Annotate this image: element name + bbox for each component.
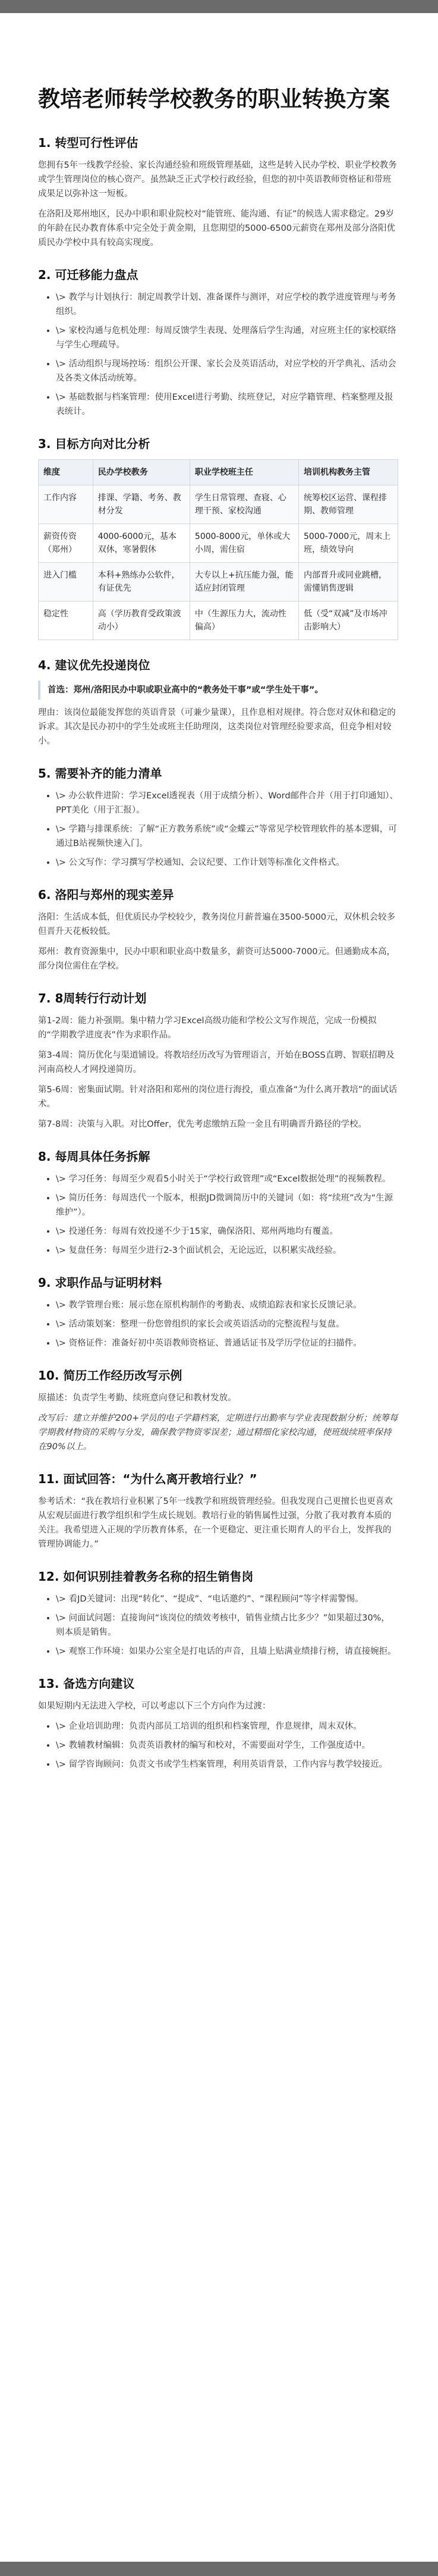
table-cell: 高（学历教育受政策波动小） <box>93 601 190 640</box>
table-row <box>39 524 398 563</box>
list-item: • \> 学习任务：每周至少观看5小时关于“学校行政管理”或“Excel数据处理”的视频教程。 <box>56 1172 398 1186</box>
section-heading: 12. 如何识别挂着教务名称的招生销售岗 <box>38 1569 254 1584</box>
list-item: • \> 看JD关键词：出现“转化”、“提成”、“电话邀约”、“课程顾问”等字样需警惕。 <box>56 1592 398 1606</box>
table-header-cell: 民办学校教务 <box>93 460 190 485</box>
list-item: • \> 办公软件进阶：学习Excel透视表（用于成绩分析）、Word邮件合并（用于打印通知）、PPT美化（用于汇报）。 <box>56 789 398 817</box>
table-cell: 本科+熟练办公软件，有证优先 <box>93 563 190 601</box>
table-cell: 5000-8000元，单休或大小周，需住宿 <box>190 524 298 563</box>
table-header-row <box>39 460 398 485</box>
list-item: • \> 企业培训助理：负责内部员工培训的组织和档案管理，作息规律，周末双休。 <box>56 1719 398 1734</box>
list-item: • \> 投递任务：每周有效投递不少于15家，确保洛阳、郑州两地均有覆盖。 <box>56 1224 398 1239</box>
section-heading: 2. 可迁移能力盘点 <box>38 268 138 282</box>
document-page <box>0 13 438 2562</box>
table-cell: 进入门槛 <box>39 563 93 601</box>
table-cell: 内部晋升或同业跳槽，需懂销售逻辑 <box>298 563 398 601</box>
bullet-list <box>38 1592 398 1659</box>
list-item: • \> 问面试问题：直接询问“该岗位的绩效考核中，销售业绩占比多少？”如果超过30%，则本质是销售。 <box>56 1611 398 1640</box>
paragraph: 洛阳：生活成本低，但优质民办学校较少，教务岗位月薪普遍在3500-5000元，双休机会较多但晋升天花板较低。 <box>38 913 396 936</box>
italic-paragraph: 改写后：建立并维护200+学员的电子学籍档案，定期进行出勤率与学业表现数据分析；统筹每学期教材物资的采购与分发，确保教学物资零误差；通过精细化家校沟通，使班级续班率保持在90%以上。 <box>38 1414 398 1452</box>
table-cell: 薪资传资（郑州） <box>39 524 93 563</box>
list-item: • \> 教学与计划执行：制定周教学计划、准备课件与测评，对应学校的教学进度管理与考务组织。 <box>56 290 398 319</box>
section-heading: 3. 目标方向对比分析 <box>38 437 150 451</box>
blockquote <box>38 681 398 700</box>
section-heading: 9. 求职作品与证明材料 <box>38 1276 162 1290</box>
table-cell: 排课、学籍、考务、教材分发 <box>93 485 190 524</box>
list-item: • \> 活动组织与现场控场：组织公开课、家长会及英语活动，对应学校的开学典礼、活动会及各类文体活动统筹。 <box>56 357 398 386</box>
table-cell: 稳定性 <box>39 601 93 640</box>
list-item: • \> 学籍与排课系统：了解“正方教务系统”或“金蝶云”等常见学校管理软件的基本逻辑，可通过B站视频快速入门。 <box>56 822 398 851</box>
section-heading: 10. 简历工作经历改写示例 <box>38 1368 182 1383</box>
table-cell: 学生日常管理、查寝、心理干预、家校沟通 <box>190 485 298 524</box>
table-cell: 统筹校区运营、课程排期、教师管理 <box>298 485 398 524</box>
section-heading: 11. 面试回答：“为什么离开教培行业？” <box>38 1472 257 1486</box>
bullet-list <box>38 789 398 870</box>
list-item: • \> 教辅教材编辑：负责英语教材的编写和校对，不需要面对学生，工作强度适中。 <box>56 1738 398 1753</box>
list-item: • \> 资格证件：准备好初中英语教师资格证、普通话证书及学历学位证的扫描件。 <box>56 1336 398 1350</box>
list-item: • \> 留学咨询顾问：负责文书或学生档案管理，利用英语背景，工作内容与教学较接近。 <box>56 1757 398 1772</box>
table-header-cell: 培训机构教务主管 <box>298 460 398 485</box>
table-header-cell: 职业学校班主任 <box>190 460 298 485</box>
paragraph: 第5-6周：密集面试期。针对洛阳和郑州的岗位进行海投，重点准备“为什么离开教培”的面试话术。 <box>38 1085 398 1109</box>
bullet-list <box>38 1719 398 1772</box>
list-item: • \> 家校沟通与危机处理：每周反馈学生表现、处理落后学生沟通，对应班主任的家校联络与学生心理疏导。 <box>56 324 398 352</box>
section-heading: 4. 建议优先投递岗位 <box>38 658 150 672</box>
paragraph: 郑州：教育资源集中，民办中职和职业高中数量多，薪资可达5000-7000元。但通勤成本高，部分岗位需住在学校。 <box>38 947 396 971</box>
list-item: • \> 基础数据与档案管理：使用Excel进行考勤、续班登记，对应学籍管理、档案整理及报表统计。 <box>56 390 398 419</box>
table-cell: 5000-7000元，周末上班，绩效导向 <box>298 524 398 563</box>
table-row <box>39 563 398 601</box>
paragraph: 原描述：负责学生考勤、续班意向登记和教材发放。 <box>38 1393 237 1403</box>
list-item: • \> 活动策划案：整理一份您曾组织的家长会或英语活动的完整流程与复盘。 <box>56 1317 398 1331</box>
quote-text: 首选：郑州/洛阳民办中职或职业高中的“教务处干事”或“学生处干事”。 <box>48 685 323 695</box>
section-heading: 8. 每周具体任务拆解 <box>38 1149 150 1164</box>
table-header-cell: 维度 <box>39 460 93 485</box>
list-item: • \> 公文写作：学习撰写学校通知、会议纪要、工作计划等标准化文件格式。 <box>56 855 398 870</box>
bullet-list <box>38 1298 398 1350</box>
paragraph: 在洛阳及郑州地区，民办中职和职业院校对“能管班、能沟通、有证”的候选人需求稳定。29岁的年龄在民办教育体系中完全处于黄金期，且您期望的5000-6500元薪资在郑州及部分洛阳优质民办学校中具有较高实现度。 <box>38 209 396 247</box>
table-row <box>39 601 398 640</box>
table-cell: 4000-6000元，基本双休，寒暑假休 <box>93 524 190 563</box>
top-border-bar <box>0 0 438 13</box>
section-heading: 5. 需要补齐的能力清单 <box>38 766 162 781</box>
paragraph: 理由：该岗位最能发挥您的英语背景（可兼少量课），且作息相对规律。符合您对双休和稳定的诉求。其次是民办初中的学生处或班主任助理岗，这类岗位对管理经验要求高，但竞争相对较小。 <box>38 708 396 746</box>
table-cell: 大专以上+抗压能力强，能适应封闭管理 <box>190 563 298 601</box>
list-item: • \> 复盘任务：每周至少进行2-3个面试机会，无论远近，以积累实战经验。 <box>56 1243 398 1258</box>
paragraph: 第3-4周：简历优化与渠道铺设。将教培经历改写为管理语言，开始在BOSS直聘、智联招聘及河南高校人才网投递简历。 <box>38 1051 395 1074</box>
paragraph: 您拥有5年一线教学经验、家长沟通经验和班级管理基础，这些是转入民办学校、职业学校教务或学生管理岗位的核心资产。虽然缺乏正式学校行政经验，但您的初中英语教师资格证和带班成果足以弥补这一短板。 <box>38 161 397 199</box>
bullet-list <box>38 290 398 419</box>
section-heading: 1. 转型可行性评估 <box>38 136 138 150</box>
paragraph: 第1-2周：能力补强期。集中精力学习Excel高级功能和学校公文写作规范，完成一份模拟的“学期教学进度表”作为求职作品。 <box>38 1016 377 1040</box>
table-cell: 工作内容 <box>39 485 93 524</box>
bottom-border-bar <box>0 2562 438 2576</box>
paragraph: 如果短期内无法进入学校，可以考虑以下三个方向作为过渡： <box>38 1701 271 1711</box>
table-cell: 低（受“双减”及市场冲击影响大） <box>298 601 398 640</box>
list-item: • \> 简历任务：每周迭代一个版本，根据JD微调简历中的关键词（如：将“续班”改为“生源维护”）。 <box>56 1191 398 1220</box>
paragraph: 参考话术：“我在教培行业积累了5年一线教学和班级管理经验。但我发现自己更擅长也更喜欢从宏观层面进行教学组织和学生成长规划。教培行业的销售属性过强，分散了我对教育本质的关注。我希望进入正规的学历教育体系，在一个更稳定、更注重长期育人的平台上，发挥我的管理协调能力。” <box>38 1497 393 1549</box>
document-content <box>38 84 398 1778</box>
document-title: 教培老师转学校教务的职业转换方案 <box>38 86 390 112</box>
table-cell: 中（生源压力大，流动性偏高） <box>190 601 298 640</box>
list-item: • \> 观察工作环境：如果办公室全是打电话的声音，且墙上贴满业绩排行榜，请直接婉拒。 <box>56 1644 398 1659</box>
section-heading: 7. 8周转行行动计划 <box>38 991 147 1005</box>
comparison-table <box>38 459 398 640</box>
section-heading: 6. 洛阳与郑州的现实差异 <box>38 888 174 902</box>
paragraph: 第7-8周：决策与入职。对比Offer，优先考虑缴纳五险一金且有明确晋升路径的学校。 <box>38 1120 367 1129</box>
table-row <box>39 485 398 524</box>
list-item: • \> 教学管理台账：展示您在原机构制作的考勤表、成绩追踪表和家长反馈记录。 <box>56 1298 398 1312</box>
section-heading: 13. 备选方向建议 <box>38 1676 135 1691</box>
bullet-list <box>38 1172 398 1258</box>
